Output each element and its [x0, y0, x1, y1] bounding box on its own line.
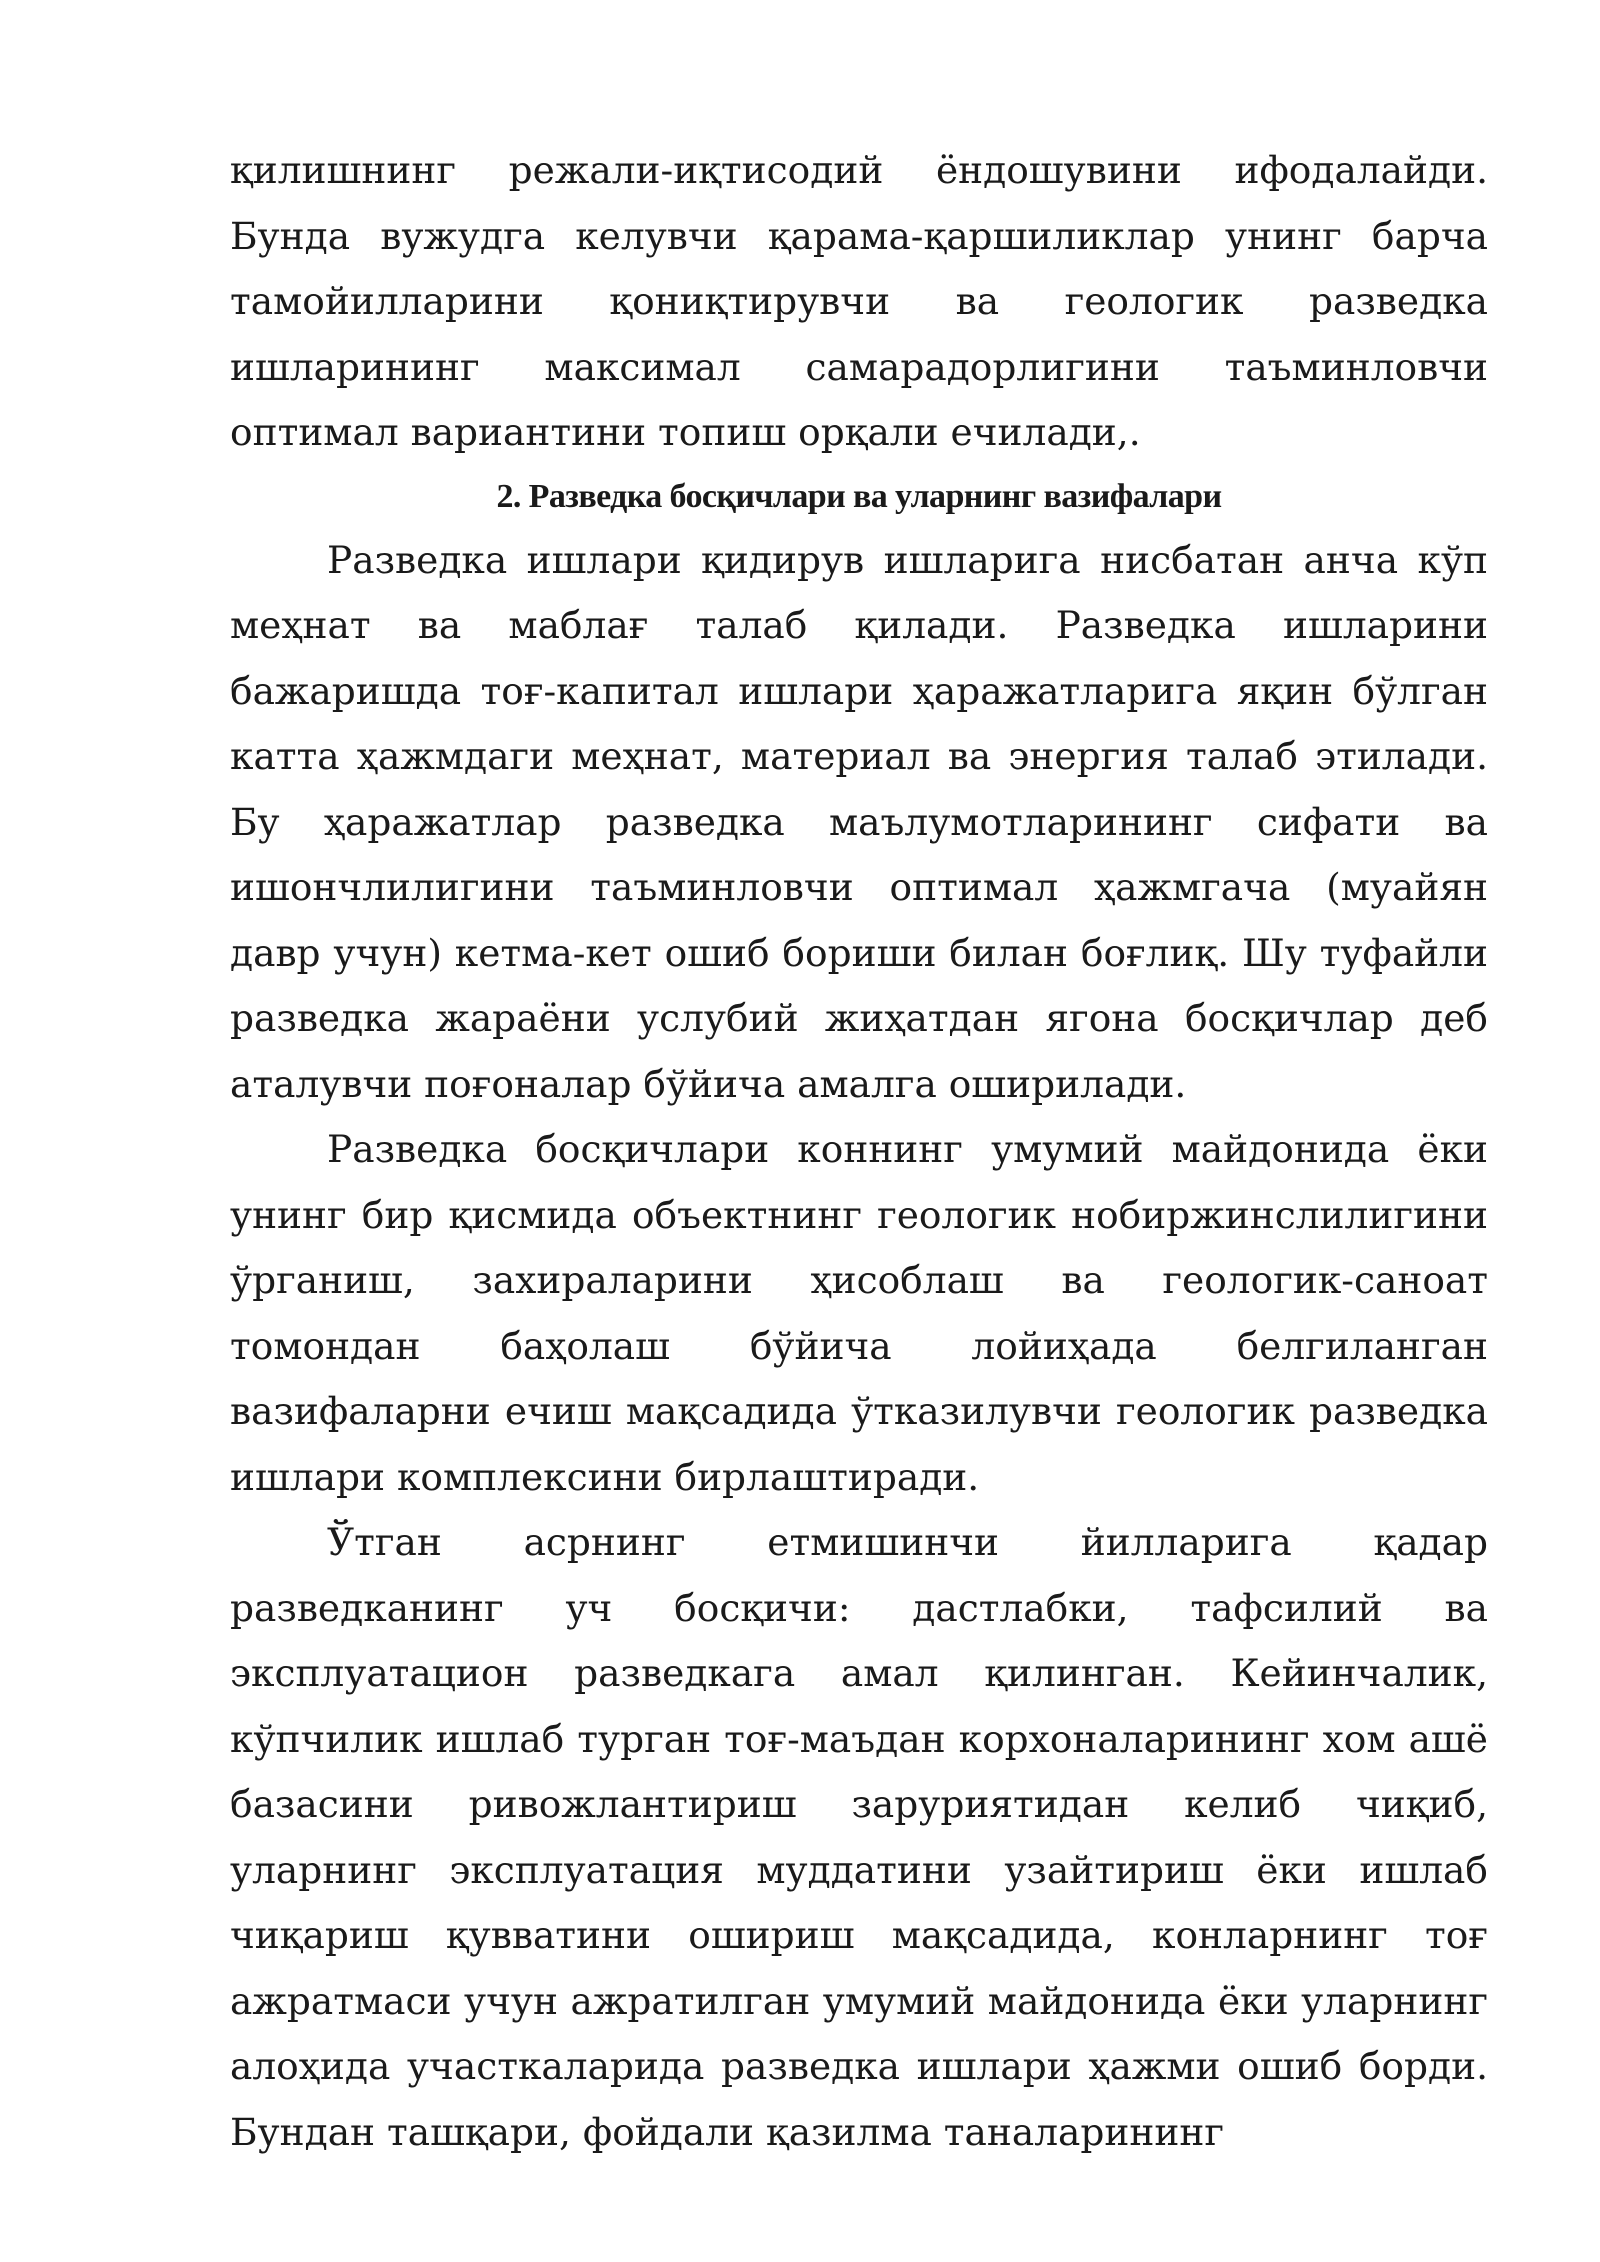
- paragraph: Разведка ишлари қидирув ишларига нисбатан анча кўп меҳнат ва маблағ талаб қилади. Разведка ишларини бажаришда тоғ-капитал ишлари ҳаражатларига яқин бўлган катта ҳажмдаги меҳнат, материал ва энергия талаб этилади. Бу ҳаражатлар разведка маълумотларининг сифати ва ишончлилигини таъминловчи оптимал ҳажмгача (муайян давр учун) кетма-кет ошиб бориши билан боғлиқ. Шу туфайли разведка жараёни услубий жиҳатдан ягона босқичлар деб аталувчи поғоналар бўйича амалга оширилади.: [230, 537, 1488, 1106]
- paragraph-continued: қилишнинг режали-иқтисодий ёндошувини ифодалайди. Бунда вужудга келувчи қарама-қаршиликлар унинг барча тамойилларини қониқтирувчи ва геологик разведка ишларининг максимал самарадорлигини таъминловчи оптимал вариантини топиш орқали ечилади,.: [230, 148, 1488, 454]
- paragraph: Разведка босқичлари коннинг умумий майдонида ёки унинг бир қисмида объектнинг геологик нобиржинслилигини ўрганиш, захираларини ҳисоблаш ва геологик-саноат томондан баҳолаш бўйича лойиҳада белгиланган вазифаларни ечиш мақсадида ўтказилувчи геологик разведка ишлари комплексини бирлаштиради.: [230, 1127, 1488, 1499]
- paragraph: Ўтган асрнинг етмишинчи йилларига қадар разведканинг уч босқичи: дастлабки, тафсилий ва эксплуатацион разведкага амал қилинган. Кейинчалик, кўпчилик ишлаб турган тоғ-маъдан корхоналарининг хом ашё базасини ривожлантириш заруриятидан келиб чиқиб, уларнинг эксплуатация муддатини узайтириш ёки ишлаб чиқариш қувватини ошириш мақсадида, конларнинг тоғ ажратмаси учун ажратилган умумий майдонида ёки уларнинг алоҳида участкаларида разведка ишлари ҳажми ошиб борди. Бундан ташқари, фойдали қазилма таналарининг: [230, 1520, 1488, 2154]
- section-heading: 2. Разведка босқичлари ва уларнинг вазифалари: [496, 477, 1222, 515]
- document-body: [230, 138, 1488, 2165]
